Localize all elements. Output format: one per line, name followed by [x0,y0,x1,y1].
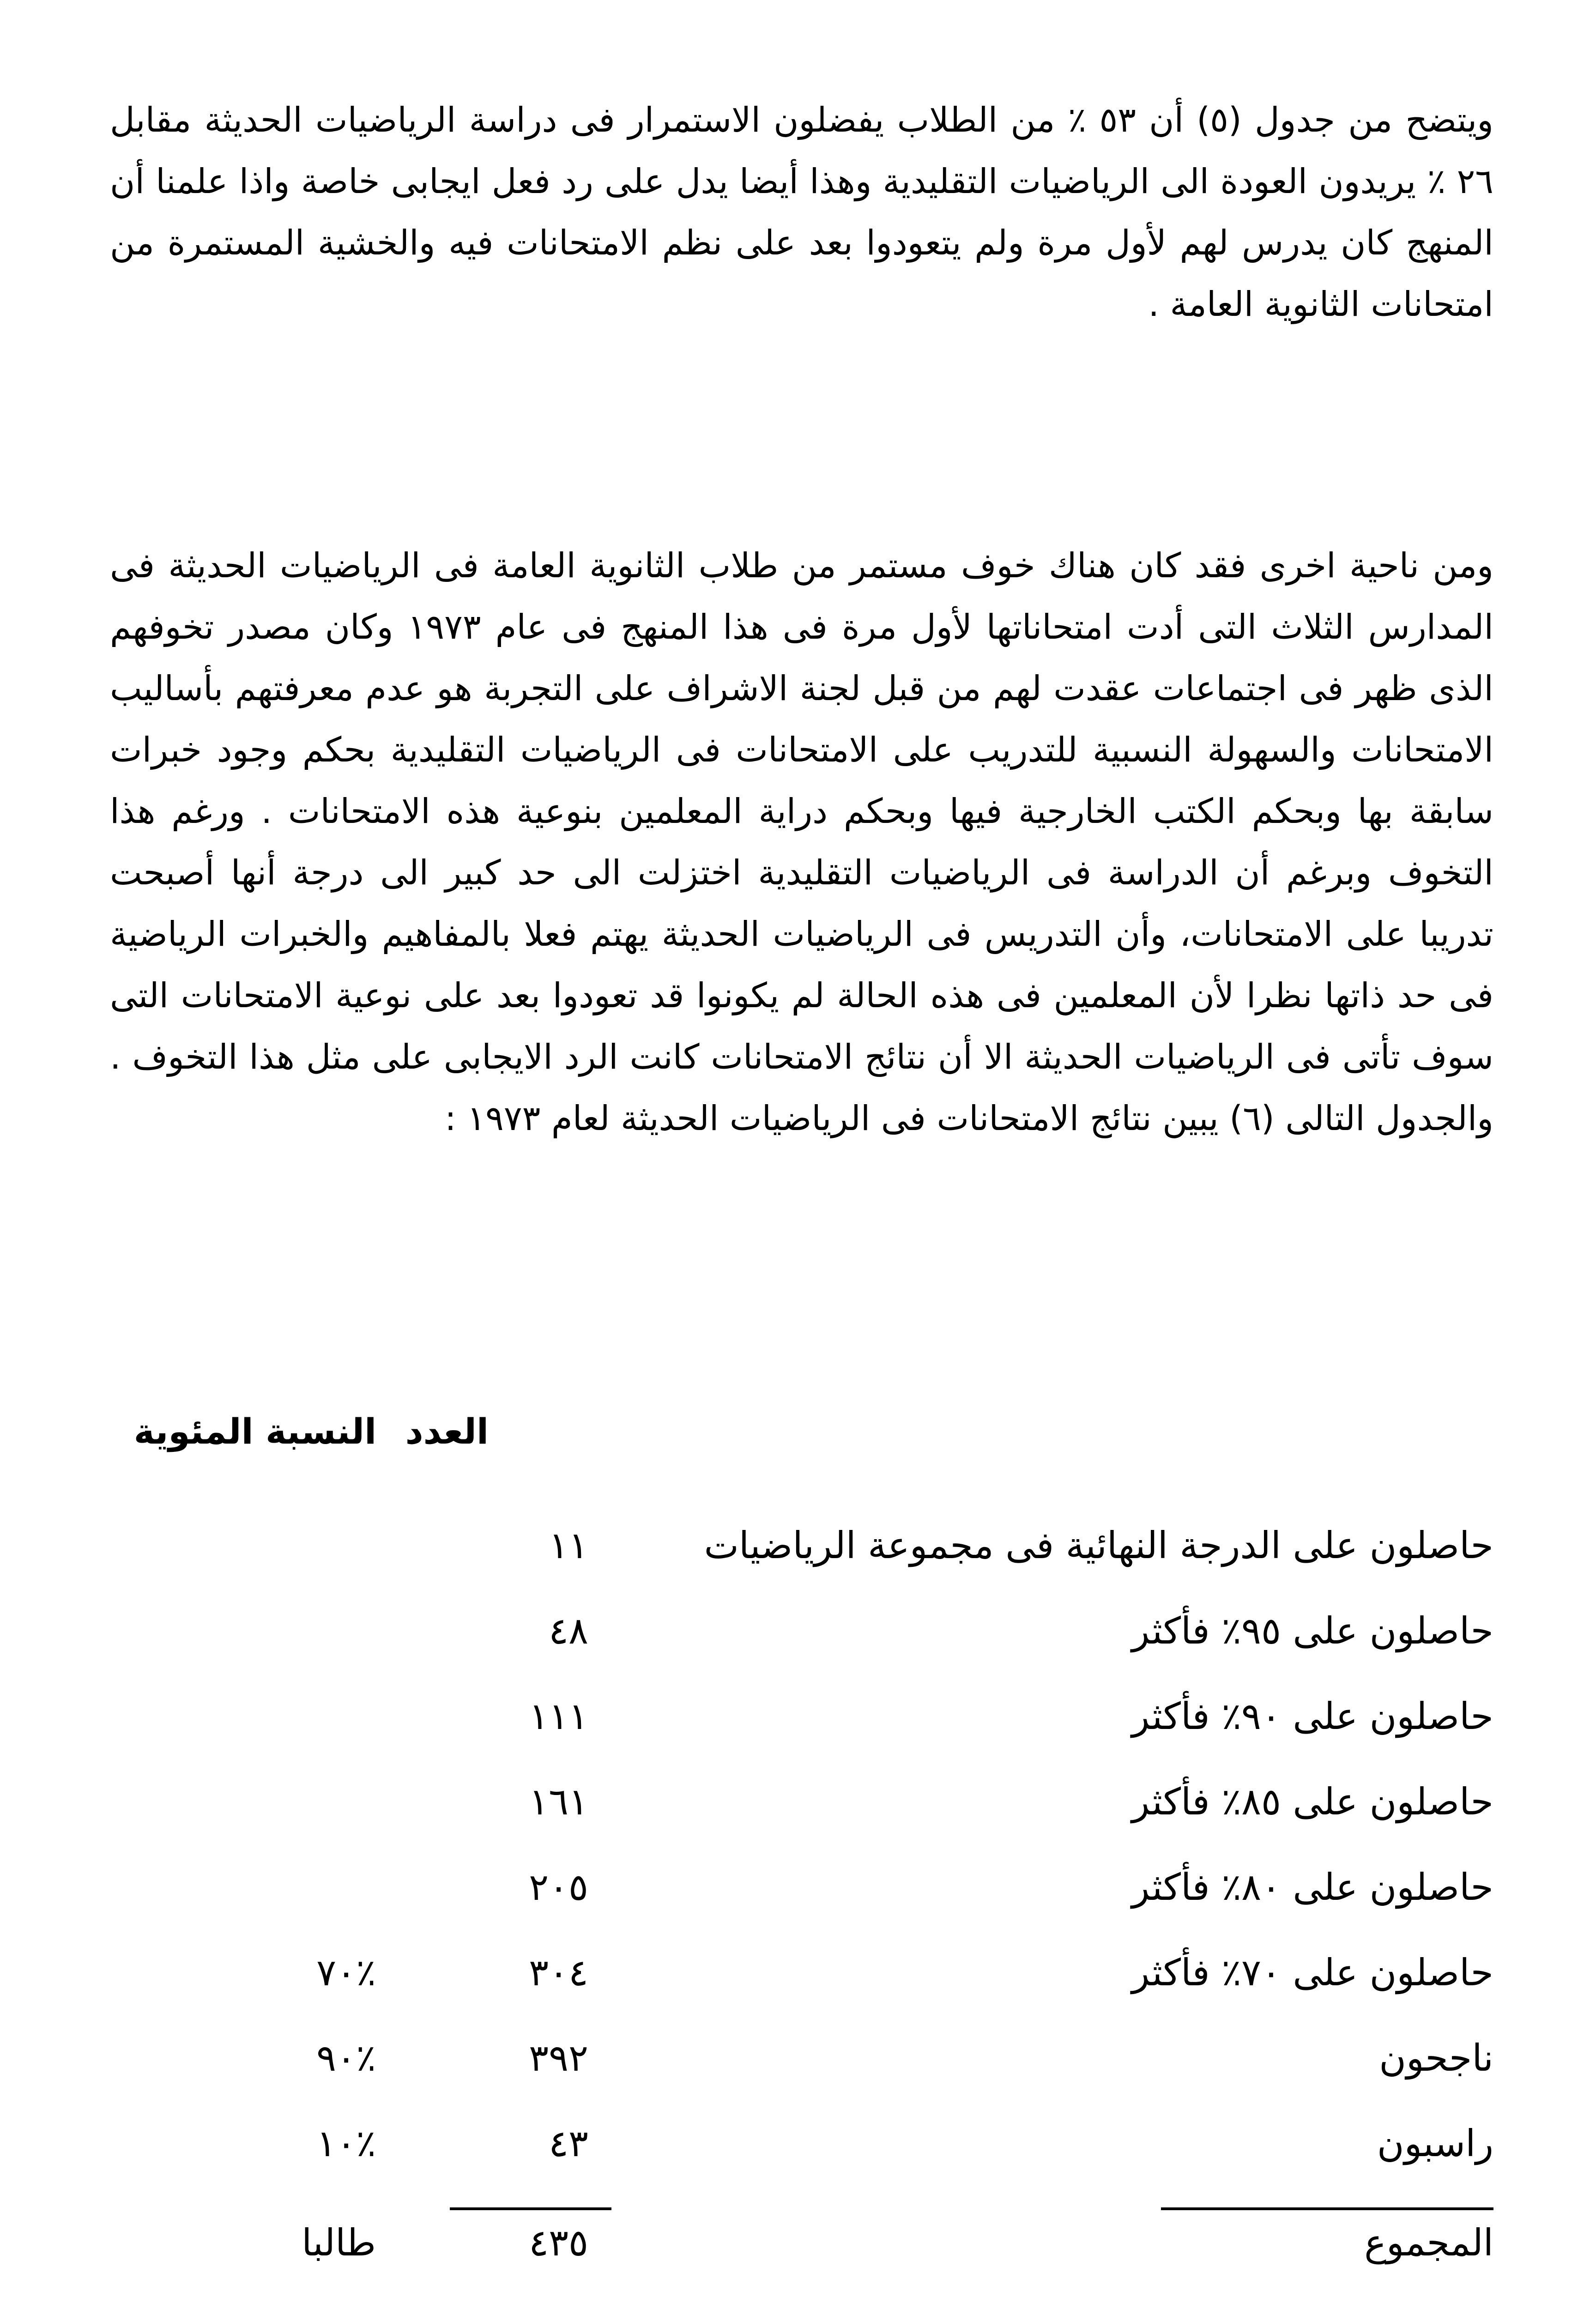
table-row [110,1524,1493,1607]
row-label: حاصلون على ٨٥٪ فأكثر [1131,1780,1493,1823]
row-count: ٣٠٤ [529,1951,588,1994]
row-percent: ٪١٠ [316,2122,376,2165]
row-count: ٤٣ [549,2122,588,2165]
row-label: حاصلون على ٩٥٪ فأكثر [1131,1609,1493,1652]
row-label: حاصلون على ٩٠٪ فأكثر [1131,1695,1493,1738]
table-row [110,1951,1493,2034]
row-count: ٢٠٥ [529,1866,588,1909]
table-row [110,1695,1493,1778]
results-table [110,1524,1493,2309]
table-row [110,1609,1493,1692]
row-label: حاصلون على الدرجة النهائية فى مجموعة الرياضيات [704,1524,1493,1567]
total-unit: طالبا [302,2221,376,2264]
header-percent: النسبة المئوية [133,1411,377,1452]
row-count: ١١ [549,1524,588,1567]
paragraph-2: ومن ناحية اخرى فقد كان هناك خوف مستمر من طلاب الثانوية العامة فى الرياضيات الحديثة فى المدارس الثلاث التى أدت امتحاناتها لأول مرة فى هذا المنهج فى عام ١٩٧٣ وكان مصدر تخوفهم الذى ظهر فى اجتماعات عقدت لهم من قبل لجنة الاشراف على التجربة هو عدم معرفتهم بأساليب الامتحانات والسهولة النسبية للتدريب على الامتحانات فى الرياضيات التقليدية بحكم وجود خبرات سابقة بها وبحكم الكتب الخارجية فيها وبحكم دراية المعلمين بنوعية هذه الامتحانات . ورغم هذا التخوف وبرغم أن الدراسة فى الرياضيات التقليدية اختزلت الى حد كبير الى درجة أنها أصبحت تدريبا على الامتحانات، وأن التدريس فى الرياضيات الحديثة يهتم فعلا بالمفاهيم والخبرات الرياضية فى حد ذاتها نظرا لأن المعلمين فى هذه الحالة لم يكونوا قد تعودوا بعد على نوعية الامتحانات التى سوف تأتى فى الرياضيات الحديثة الا أن نتائج الامتحانات كانت الرد الايجابى على مثل هذا التخوف . والجدول التالى (٦) يبين نتائج الامتحانات فى الرياضيات الحديثة لعام ١٩٧٣ : [110,546,1494,1138]
total-label: المجموع [1364,2221,1493,2264]
paragraph-1: ويتضح من جدول (٥) أن ٥٣ ٪ من الطلاب يفضلون الاستمرار فى دراسة الرياضيات الحديثة مقابل ٢٦ ٪ يريدون العودة الى الرياضيات التقليدية وهذا أيضا يدل على رد فعل ايجابى خاصة واذا علمنا أن المنهج كان يدرس لهم لأول مرة ولم يتعودوا بعد على نظم الامتحانات فيه والخشية المستمرة من امتحانات الثانوية العامة . [110,100,1493,324]
row-percent: ٪٧٠ [316,1951,376,1994]
table-column-headers [110,1404,489,1459]
row-count: ٤٨ [549,1609,588,1652]
table-total-row [110,2221,1493,2304]
row-label: حاصلون على ٨٠٪ فأكثر [1131,1866,1493,1909]
row-label: ناجحون [1379,2037,1493,2079]
row-percent: ٪٩٠ [316,2037,376,2079]
table-row [110,1780,1493,1863]
total-rule-count [450,2207,611,2210]
total-count: ٤٣٥ [529,2221,588,2264]
table-row [110,1866,1493,1949]
row-label: راسبون [1377,2122,1493,2165]
row-count: ٣٩٢ [529,2037,588,2079]
row-label: حاصلون على ٧٠٪ فأكثر [1131,1951,1493,1994]
total-rule-label [1161,2207,1493,2210]
row-count: ١٦١ [529,1780,588,1823]
header-count: العدد [405,1411,489,1452]
row-count: ١١١ [529,1695,588,1738]
table-row [110,2037,1493,2120]
table-row [110,2122,1493,2205]
